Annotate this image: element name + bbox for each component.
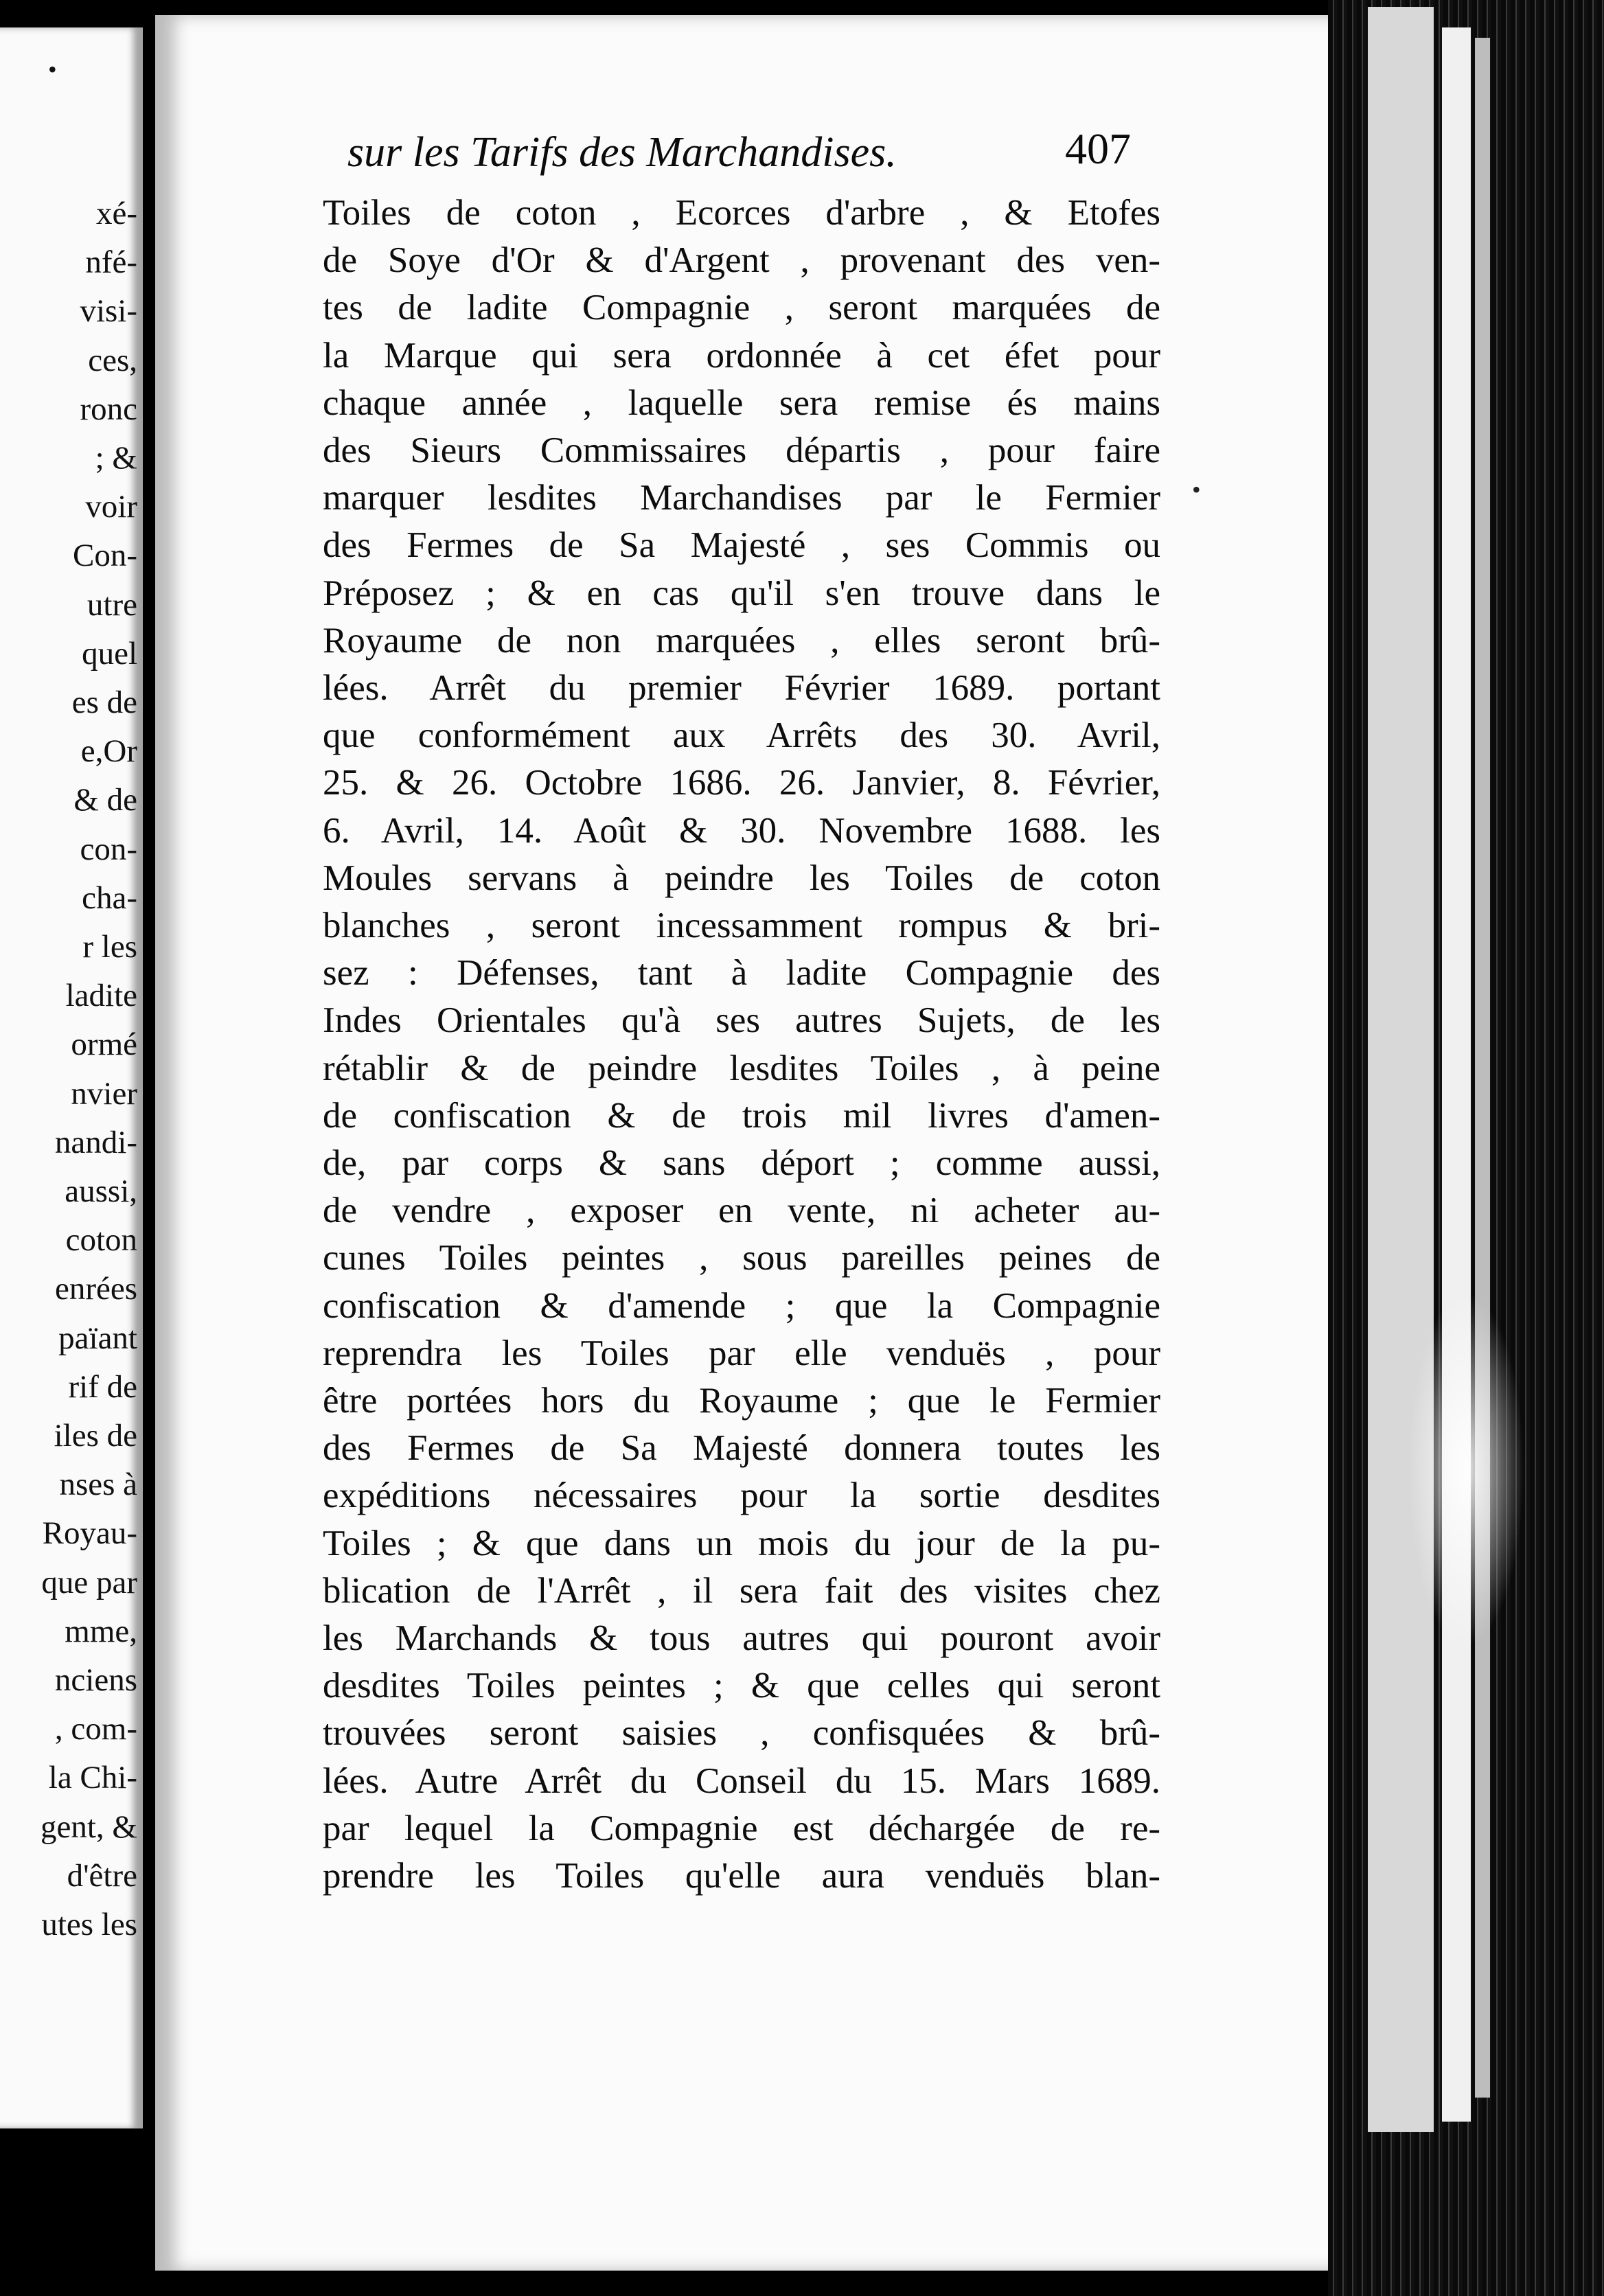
previous-page-line: ; &: [95, 440, 137, 476]
previous-page-line: r les: [82, 929, 137, 965]
previous-page-line: d'être: [67, 1857, 137, 1894]
body-line: marquer lesdites Marchandises par le Fermier: [323, 478, 1160, 518]
previous-page-line: iles de: [54, 1418, 137, 1454]
previous-page-line: Con-: [73, 538, 137, 574]
previous-page-line: & de: [73, 782, 137, 818]
previous-page-line: rif de: [68, 1368, 137, 1405]
body-line: Moules servans à peindre les Toiles de coton: [323, 858, 1160, 898]
body-line: de, par corps & sans déport ; comme aussi,: [323, 1143, 1160, 1183]
body-line: prendre les Toiles qu'elle aura venduës blan-: [323, 1856, 1160, 1896]
previous-page-line: cha-: [82, 880, 137, 916]
body-line: trouvées seront saisies , confisquées & brû-: [323, 1713, 1160, 1754]
stray-dot: •: [48, 56, 57, 83]
previous-page-line: nvier: [71, 1075, 137, 1112]
body-line: confiscation & d'amende ; que la Compagnie: [323, 1285, 1160, 1326]
body-line: blication de l'Arrêt , il sera fait des visites chez: [323, 1570, 1160, 1611]
body-line: Préposez ; & en cas qu'il s'en trouve dans le: [323, 573, 1160, 613]
body-line: expéditions nécessaires pour la sortie desdites: [323, 1476, 1160, 1516]
previous-page-line: la Chi-: [48, 1760, 137, 1796]
body-line: Toiles de coton , Ecorces d'arbre , & Etofes: [323, 193, 1160, 233]
previous-page-line: ormé: [71, 1026, 137, 1063]
previous-page-line: nciens: [54, 1662, 137, 1698]
previous-page-line: utes les: [41, 1907, 137, 1942]
stray-mark: •: [1192, 476, 1201, 503]
body-line: Indes Orientales qu'à ses autres Sujets, de les: [323, 1000, 1160, 1041]
light-glare: [1408, 1291, 1524, 1648]
previous-page-line: enrées: [54, 1271, 137, 1307]
body-line: des Sieurs Commissaires départis , pour faire: [323, 430, 1160, 470]
page: [155, 15, 1328, 2271]
previous-page-line: xé-: [95, 196, 137, 231]
body-line: blanches , seront incessamment rompus & bri-: [323, 906, 1160, 945]
body-line: chaque année , laquelle sera remise és mains: [323, 382, 1160, 423]
page-number: 407: [1065, 124, 1131, 173]
previous-page-line: con-: [80, 831, 137, 867]
body-line: tes de ladite Compagnie , seront marquées de: [323, 288, 1160, 328]
body-line: 6. Avril, 14. Août & 30. Novembre 1688. les: [323, 810, 1160, 851]
body-line: 25. & 26. Octobre 1686. 26. Janvier, 8. Février,: [323, 763, 1160, 803]
previous-page-line: ladite: [65, 978, 137, 1014]
body-line: lées. Arrêt du premier Février 1689. portant: [323, 668, 1160, 708]
previous-page-fragment: [0, 27, 143, 2128]
previous-page-line: nses à: [59, 1467, 137, 1503]
previous-page-line: païant: [58, 1320, 137, 1356]
previous-page-line: que par: [41, 1564, 137, 1600]
body-line: des Fermes de Sa Majesté donnera toutes les: [323, 1428, 1160, 1469]
previous-page-line: voir: [85, 489, 137, 525]
body-line: être portées hors du Royaume ; que le Fermier: [323, 1381, 1160, 1421]
body-line: reprendra les Toiles par elle venduës , pour: [323, 1333, 1160, 1373]
previous-page-line: ces,: [88, 342, 137, 378]
body-line: de Soye d'Or & d'Argent , provenant des ven-: [323, 240, 1160, 281]
previous-page-line: gent, &: [41, 1809, 137, 1845]
body-line: de confiscation & de trois mil livres d'amen-: [323, 1095, 1160, 1136]
running-head: sur les Tarifs des Marchandises.: [347, 129, 897, 176]
body-line: de vendre , exposer en vente, ni acheter au-: [323, 1191, 1160, 1231]
previous-page-line: Royau-: [42, 1515, 137, 1552]
body-line: rétablir & de peindre lesdites Toiles , à peine: [323, 1048, 1160, 1088]
body-line: cunes Toiles peintes , sous pareilles peines de: [323, 1238, 1160, 1278]
previous-page-line: quel: [82, 635, 137, 671]
page-edge-sheet: [1368, 7, 1434, 2132]
body-line: desdites Toiles peintes ; & que celles qui seront: [323, 1666, 1160, 1706]
body-line: les Marchands & tous autres qui pouront avoir: [323, 1618, 1160, 1658]
body-line: des Fermes de Sa Majesté , ses Commis ou: [323, 525, 1160, 566]
previous-page-line: nandi-: [54, 1124, 137, 1160]
previous-page-line: visi-: [80, 293, 137, 330]
page-edge-sheet: [1475, 38, 1490, 2098]
previous-page-line: ronc: [80, 391, 137, 427]
body-line: Toiles ; & que dans un mois du jour de la pu-: [323, 1523, 1160, 1563]
previous-page-line: coton: [65, 1222, 137, 1259]
previous-page-line: es de: [71, 685, 137, 720]
body-line: la Marque qui sera ordonnée à cet éfet pour: [323, 335, 1160, 376]
page-edge-sheet: [1442, 27, 1471, 2122]
previous-page-line: utre: [87, 586, 137, 623]
body-line: que conformément aux Arrêts des 30. Avril,: [323, 715, 1160, 756]
previous-page-line: nfé-: [85, 244, 137, 281]
body-line: lées. Autre Arrêt du Conseil du 15. Mars 1689.: [323, 1760, 1160, 1801]
previous-page-line: aussi,: [65, 1173, 137, 1209]
body-line: Royaume de non marquées , elles seront brû-: [323, 620, 1160, 661]
body-line: par lequel la Compagnie est déchargée de re-: [323, 1808, 1160, 1848]
previous-page-line: , com-: [54, 1711, 137, 1747]
previous-page-line: e,Or: [80, 733, 137, 770]
body-line: sez : Défenses, tant à ladite Compagnie des: [323, 953, 1160, 994]
previous-page-line: mme,: [65, 1613, 137, 1649]
